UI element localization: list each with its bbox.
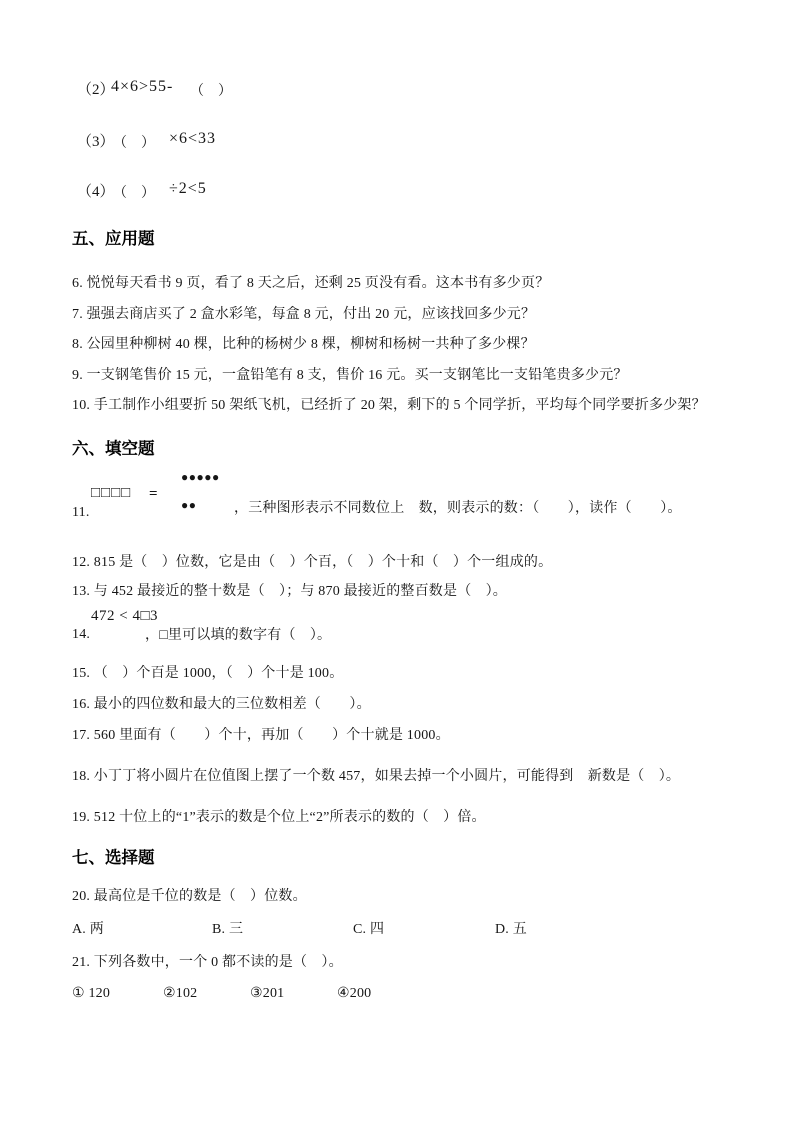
option-3: ③201 — [250, 986, 285, 1001]
section-title-choice: 七、选择题 — [72, 849, 155, 867]
inequality-formula: ÷2<5 — [169, 180, 207, 197]
option-1: ① 120 — [72, 986, 111, 1001]
question-text: ，□里可以填的数字有（ ）。 — [145, 628, 332, 643]
question-number: 14. — [72, 627, 91, 642]
question-8: 8. 公园里种柳树 40 棵，比种的杨树少 8 棵，柳树和杨树一共种了多少棵？ — [72, 337, 535, 352]
question-number: （4） — [77, 184, 115, 200]
question-19: 19. 512 十位上的“1”表示的数是个位上“2”所表示的数的（ ）倍。 — [72, 810, 486, 825]
question-13: 13. 与 452 最接近的整十数是（ ）；与 870 最接近的整百数是（ ）。 — [72, 584, 507, 599]
question-12: 12. 815 是（ ）位数，它是由（ ）个百，（ ）个十和（ ）个一组成的。 — [72, 555, 553, 570]
option-4: ④200 — [337, 986, 372, 1001]
option-d: D. 五 — [495, 922, 527, 937]
answer-blank: （ ） — [190, 84, 232, 99]
question-17: 17. 560 里面有（ ）个十，再加（ ）个十就是 1000。 — [72, 728, 450, 743]
option-b: B. 三 — [212, 922, 244, 937]
question-21: 21. 下列各数中，一个 0 都不读的是（ ）。 — [72, 955, 343, 970]
question-7: 7. 强强去商店买了 2 盒水彩笔，每盒 8 元，付出 20 元，应该找回多少元？ — [72, 307, 536, 322]
answer-blank: （ ） — [113, 186, 155, 201]
question-9: 9. 一支钢笔售价 15 元，一盒铅笔有 8 支，售价 16 元。买一支钢笔比一支铅笔贵多少元？ — [72, 368, 628, 383]
question-number: 11. — [72, 505, 90, 520]
question-10: 10. 手工制作小组要折 50 架纸飞机，已经折了 20 架，剩下的 5 个同学折，平均每个同学要折多少架？ — [72, 398, 706, 413]
squares-figure: □□□□ — [91, 485, 132, 501]
section-title-fill-blank: 六、填空题 — [72, 440, 155, 458]
question-18: 18. 小丁丁将小圆片在位值图上摆了一个数 457，如果去掉一个小圆片，可能得到 新数是（ ）。 — [72, 769, 681, 784]
inequality-formula: 472 < 4□3 — [91, 608, 159, 624]
question-text: ，三种图形表示不同数位上 数，则表示的数：（ ），读作（ ）。 — [234, 501, 682, 516]
question-6: 6. 悦悦每天看书 9 页，看了 8 天之后，还剩 25 页没有看。这本书有多少页？ — [72, 276, 550, 291]
option-2: ②102 — [163, 986, 198, 1001]
question-15: 15. （ ）个百是 1000，（ ）个十是 100。 — [72, 666, 344, 681]
option-c: C. 四 — [353, 922, 385, 937]
equals-sign: = — [149, 486, 158, 502]
inequality-formula: 4×6>55- — [111, 78, 174, 95]
question-16: 16. 最小的四位数和最大的三位数相差（ ）。 — [72, 697, 371, 712]
dots-top-row: ●●●●● — [181, 470, 220, 484]
section-title-application: 五、应用题 — [72, 230, 155, 248]
dots-bottom-row: ●● — [181, 498, 197, 512]
answer-blank: （ ） — [113, 136, 155, 151]
question-number: （3） — [77, 134, 115, 150]
question-20: 20. 最高位是千位的数是（ ）位数。 — [72, 889, 307, 904]
inequality-formula: ×6<33 — [169, 130, 217, 147]
option-a: A. 两 — [72, 922, 104, 937]
question-number: （2） — [77, 82, 115, 98]
